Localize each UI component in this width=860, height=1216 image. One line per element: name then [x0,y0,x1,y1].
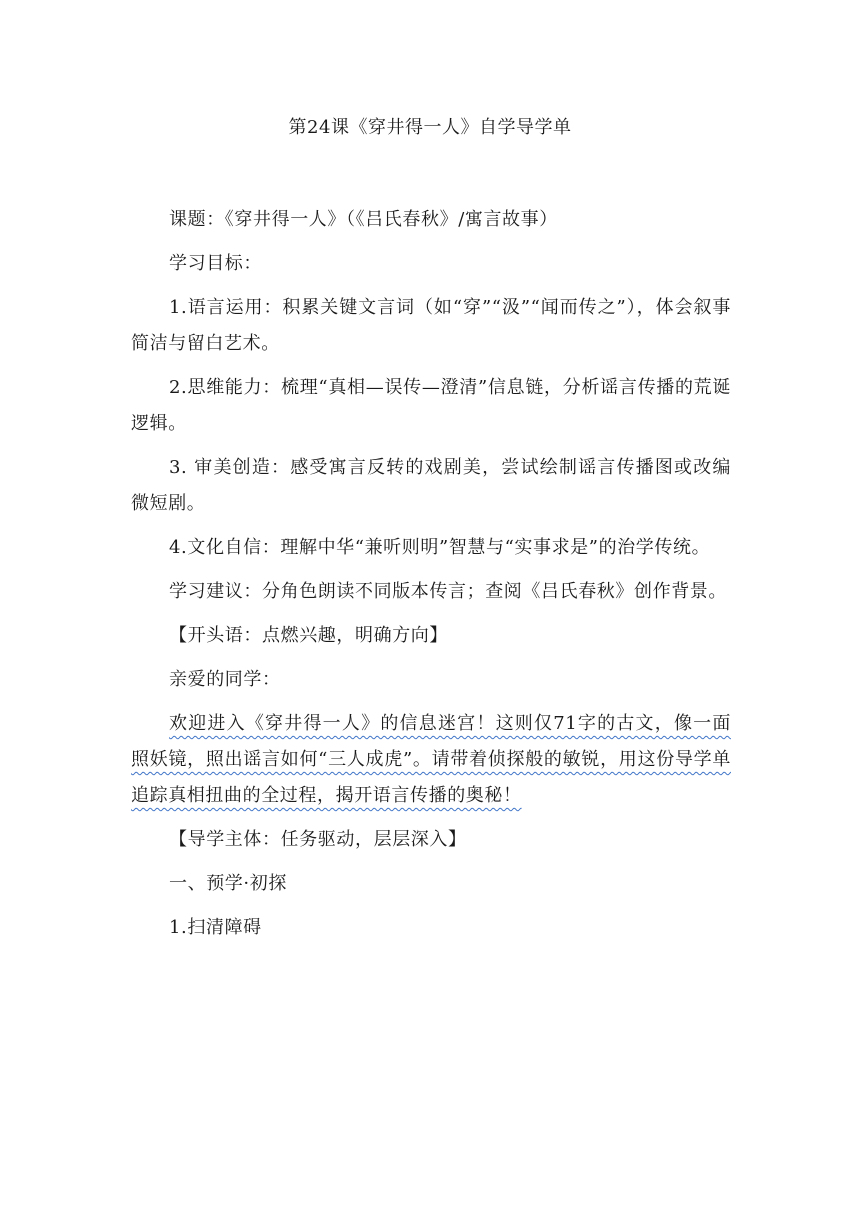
opening-heading: 【开头语：点燃兴趣，明确方向】 [169,625,448,646]
greeting: 亲爱的同学： [169,669,281,690]
section-heading-1: 一、预学·初探 [169,873,287,894]
study-suggestion: 学习建议：分角色朗读不同版本传言；查阅《吕氏春秋》创作背景。 [169,581,727,602]
goal-item-3: 3. 审美创造：感受寓言反转的戏剧美，尝试绘制谣言传播图或改编微短剧。 [131,457,731,514]
goals-heading: 学习目标： [169,253,262,274]
page-title: 第24课《穿井得一人》自学导学单 [288,117,572,138]
main-heading: 【导学主体：任务驱动，层层深入】 [169,829,467,850]
document-body [131,202,731,954]
task-item-1: 1.扫清障碍 [169,917,262,938]
intro-paragraph [131,706,731,814]
topic-line: 课题：《穿井得一人》（《吕氏春秋》/寓言故事） [169,209,558,230]
goal-item-4: 4.文化自信：理解中华“兼听则明”智慧与“实事求是”的治学传统。 [169,537,711,558]
intro-text: 欢迎进入《穿井得一人》的信息迷宫！这则仅71字的古文，像一面照妖镜，照出谣言如何“三人成虎”。请带着侦探般的敏锐，用这份导学单追踪真相扭曲的全过程，揭开语言传播的奥秘！ [131,713,731,806]
goal-item-2: 2.思维能力：梳理“真相—误传—澄清”信息链，分析谣言传播的荒诞逻辑。 [131,377,731,434]
goal-item-1: 1.语言运用：积累关键文言词（如“穿”“汲”“闻而传之”），体会叙事简洁与留白艺术。 [131,297,731,354]
